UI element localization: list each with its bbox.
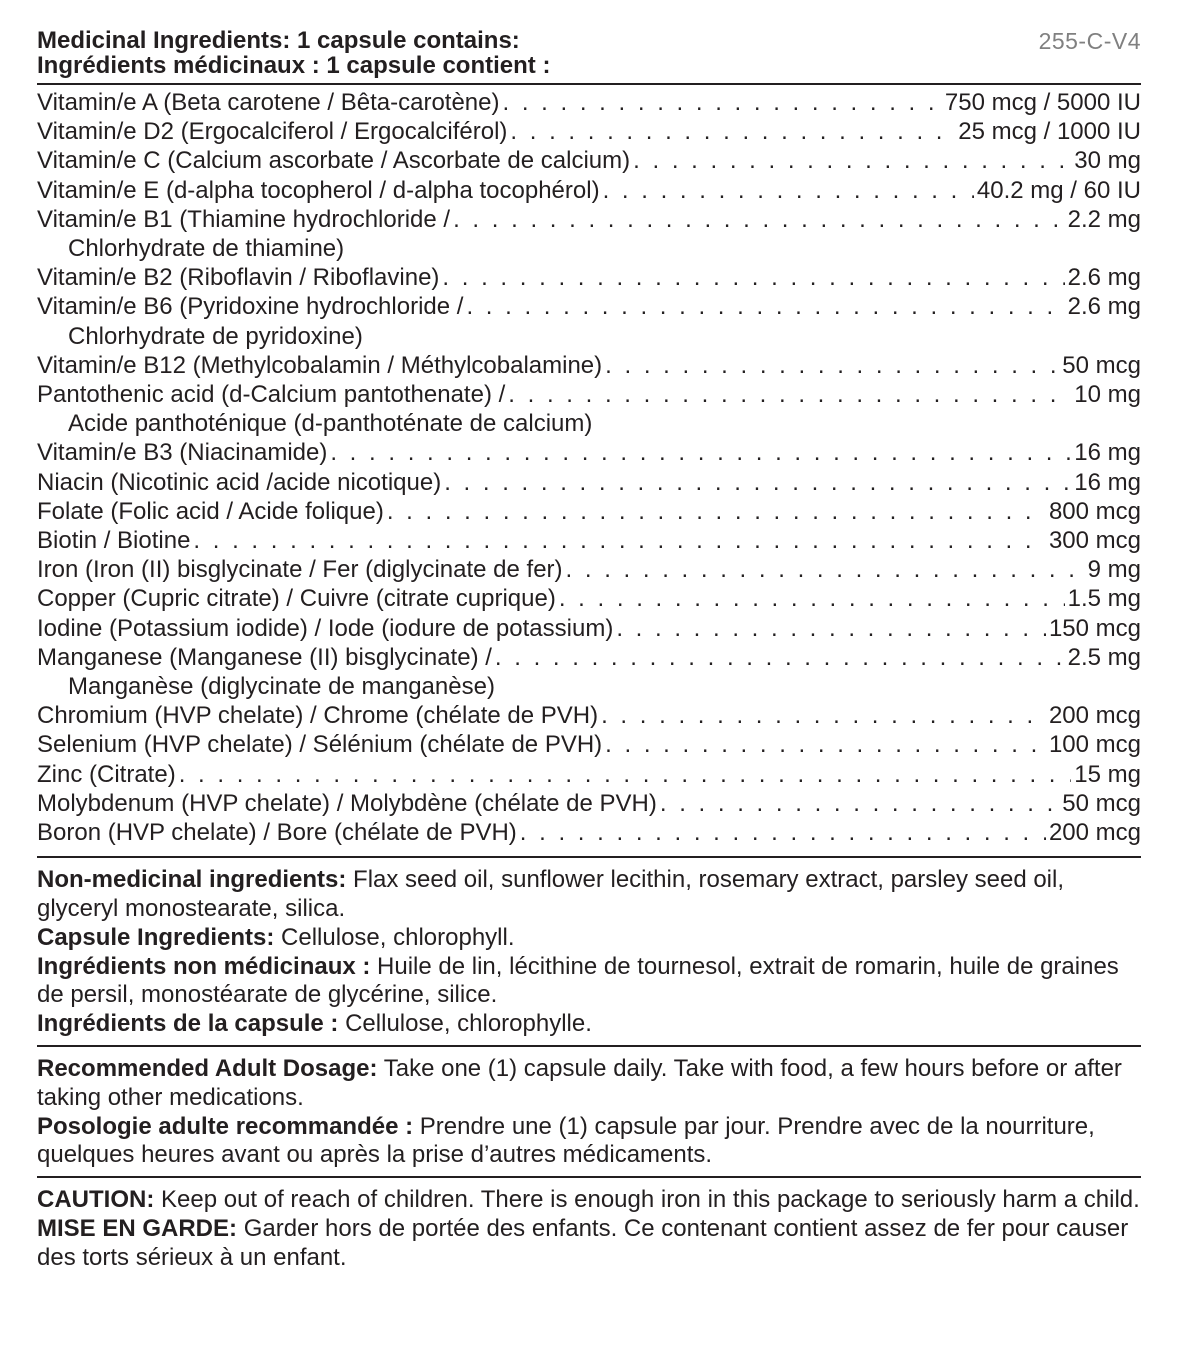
section-label: Posologie adulte recommandée : (37, 1112, 414, 1140)
ingredient-row (37, 555, 1141, 584)
ingredient-list (37, 88, 1141, 847)
ingredient-amount: 2.2 mg (1067, 205, 1141, 233)
dot-leader (660, 789, 1059, 818)
ingredient-row (37, 146, 1141, 175)
dot-leader (466, 292, 1064, 321)
dot-leader (603, 176, 974, 205)
ingredient-name: Copper (Cupric citrate) / Cuivre (citrate cuprique) (37, 585, 556, 613)
dot-leader (453, 205, 1065, 234)
dot-leader (442, 263, 1064, 292)
section-text: Prendre une (1) capsule par jour. Prendre avec de la nourriture, quelques heures avant ou après la prise d’autres médicaments. (37, 1112, 1095, 1169)
ingredient-name: Vitamin/e B6 (Pyridoxine hydrochloride / (37, 293, 464, 321)
ingredient-row (37, 468, 1141, 497)
ingredient-name: Manganese (Manganese (II) bisglycinate) / (37, 643, 492, 671)
ingredient-amount: 300 mcg (1048, 527, 1141, 555)
ingredient-amount: 15 mg (1074, 760, 1141, 788)
label-code: 255-C-V4 (1038, 28, 1141, 54)
ingredient-amount: 50 mcg (1062, 789, 1141, 817)
dosage-fr (37, 1113, 1141, 1171)
ingredient-amount: 100 mcg (1048, 731, 1141, 759)
ingredient-amount: 40.2 mg / 60 IU (976, 176, 1141, 204)
caution-en (37, 1186, 1141, 1215)
section-text: Keep out of reach of children. There is enough iron in this package to seriously harm a child. (161, 1186, 1140, 1214)
caution-fr (37, 1215, 1141, 1273)
dot-leader (330, 438, 1071, 467)
ingredient-row (37, 701, 1141, 730)
ingredient-amount: 10 mg (1074, 381, 1141, 409)
ingredient-row (37, 760, 1141, 789)
section-label: CAUTION: (37, 1186, 155, 1214)
dot-leader (566, 555, 1085, 584)
ingredient-amount: 200 mcg (1048, 819, 1141, 847)
ingredient-amount: 200 mcg (1048, 702, 1141, 730)
ingredient-continuation: Chlorhydrate de thiamine) (68, 235, 345, 263)
ingredient-name: Iron (Iron (II) bisglycinate / Fer (diglycinate de fer) (37, 556, 563, 584)
caution-section (37, 1186, 1141, 1272)
ingredient-continuation: Acide panthoténique (d-panthoténate de calcium) (68, 410, 593, 438)
ingredient-amount: 1.5 mg (1067, 585, 1141, 613)
ingredient-name: Selenium (HVP chelate) / Sélénium (chélate de PVH) (37, 731, 603, 759)
ingredient-row (37, 526, 1141, 555)
ingredient-amount: 2.6 mg (1067, 264, 1141, 292)
ingredient-name: Vitamin/e B1 (Thiamine hydrochloride / (37, 205, 451, 233)
section-label: MISE EN GARDE: (37, 1215, 238, 1243)
ingredient-name: Iodine (Potassium iodide) / Iode (iodure de potassium) (37, 614, 614, 642)
ingredient-row (37, 351, 1141, 380)
dosage-section (37, 1055, 1141, 1170)
ingredient-name: Biotin / Biotine (37, 527, 191, 555)
section-text: Take one (1) capsule daily. Take with food, a few hours before or after taking other medications. (37, 1055, 1122, 1111)
section-text: Flax seed oil, sunflower lecithin, rosemary extract, parsley seed oil, glyceryl monostearate, silica. (37, 866, 1065, 923)
divider (37, 1176, 1141, 1178)
ingredient-row (37, 497, 1141, 526)
ingredient-amount: 9 mg (1087, 556, 1141, 584)
dot-leader (193, 526, 1046, 555)
ingredient-amount: 2.6 mg (1067, 293, 1141, 321)
ingredient-name: Vitamin/e A (Beta carotene / Bêta-carotène) (37, 89, 500, 116)
section-label: Ingrédients non médicinaux : (37, 952, 371, 980)
dot-leader (605, 730, 1046, 759)
medicinal-ingredients-header (37, 28, 1141, 78)
dot-leader (601, 701, 1046, 730)
dot-leader (503, 88, 942, 117)
ingredient-row (37, 789, 1141, 818)
non-medicinal-fr (37, 953, 1141, 1011)
ingredient-amount: 150 mcg (1048, 614, 1141, 642)
ingredient-name: Vitamin/e C (Calcium ascorbate / Ascorbate de calcium) (37, 147, 631, 175)
dot-leader (520, 818, 1046, 847)
ingredient-name: Vitamin/e E (d-alpha tocopherol / d-alpha tocophérol) (37, 176, 600, 204)
section-label: Capsule Ingredients: (37, 923, 275, 951)
ingredient-row (37, 584, 1141, 613)
divider (37, 83, 1141, 85)
ingredient-row (37, 614, 1141, 643)
ingredient-row (37, 263, 1141, 292)
section-text: Garder hors de portée des enfants. Ce contenant contient assez de fer pour causer des torts sérieux à un enfant. (37, 1215, 1129, 1271)
ingredient-amount: 16 mg (1074, 468, 1141, 496)
header-english: Medicinal Ingredients: 1 capsule contains: (37, 27, 520, 54)
ingredient-row (37, 117, 1141, 146)
non-medicinal-section (37, 866, 1141, 1039)
ingredient-name: Molybdenum (HVP chelate) / Molybdène (chélate de PVH) (37, 789, 657, 817)
dot-leader (444, 468, 1071, 497)
section-text: Cellulose, chlorophyll. (281, 923, 515, 951)
capsule-ingredients-fr (37, 1010, 1141, 1039)
ingredient-name: Zinc (Citrate) (37, 760, 176, 788)
dot-leader (508, 380, 1071, 409)
ingredient-row (37, 643, 1141, 672)
ingredient-row (37, 88, 1141, 117)
dot-leader (510, 117, 955, 146)
section-label: Ingrédients de la capsule : (37, 1010, 339, 1038)
ingredient-name: Pantothenic acid (d-Calcium pantothenate) / (37, 381, 506, 409)
dot-leader (616, 614, 1046, 643)
dosage-en (37, 1055, 1141, 1113)
dot-leader (633, 146, 1071, 175)
non-medicinal-en (37, 866, 1141, 924)
ingredient-amount: 30 mg (1074, 147, 1141, 175)
ingredient-name: Boron (HVP chelate) / Bore (chélate de PVH) (37, 819, 517, 847)
dot-leader (387, 497, 1046, 526)
ingredient-name: Vitamin/e D2 (Ergocalciferol / Ergocalciférol) (37, 118, 508, 146)
ingredient-row (37, 205, 1141, 234)
ingredient-continuation: Manganèse (diglycinate de manganèse) (68, 673, 495, 701)
ingredient-name: Vitamin/e B3 (Niacinamide) (37, 439, 328, 467)
ingredient-row (37, 438, 1141, 467)
ingredient-name: Chromium (HVP chelate) / Chrome (chélate de PVH) (37, 702, 599, 730)
ingredient-amount: 750 mcg / 5000 IU (944, 89, 1141, 116)
capsule-ingredients-en (37, 924, 1141, 953)
ingredient-row (37, 818, 1141, 847)
section-text: Cellulose, chlorophylle. (345, 1010, 592, 1038)
ingredient-row (37, 380, 1141, 409)
ingredient-name: Niacin (Nicotinic acid /acide nicotique) (37, 468, 442, 496)
ingredient-amount: 50 mcg (1062, 351, 1141, 379)
ingredient-row (37, 176, 1141, 205)
ingredient-amount: 25 mcg / 1000 IU (958, 118, 1141, 146)
ingredient-amount: 800 mcg (1048, 497, 1141, 525)
divider (37, 1045, 1141, 1047)
ingredient-name: Folate (Folic acid / Acide folique) (37, 497, 384, 525)
ingredient-row (37, 730, 1141, 759)
ingredient-amount: 2.5 mg (1067, 643, 1141, 671)
dot-leader (179, 760, 1072, 789)
ingredient-amount: 16 mg (1074, 439, 1141, 467)
divider (37, 856, 1141, 858)
ingredient-name: Vitamin/e B2 (Riboflavin / Riboflavine) (37, 264, 440, 292)
ingredient-name: Vitamin/e B12 (Methylcobalamin / Méthylcobalamine) (37, 351, 603, 379)
section-label: Recommended Adult Dosage: (37, 1055, 378, 1083)
section-label: Non-medicinal ingredients: (37, 866, 347, 894)
ingredient-row (37, 292, 1141, 321)
supplement-label (37, 28, 1141, 1279)
dot-leader (605, 351, 1059, 380)
section-text: Huile de lin, lécithine de tournesol, extrait de romarin, huile de graines de persil, monostéarate de glycérine, silice. (37, 952, 1119, 1009)
header-french: Ingrédients médicinaux : 1 capsule contient : (37, 52, 551, 79)
dot-leader (495, 643, 1065, 672)
ingredient-continuation: Chlorhydrate de pyridoxine) (68, 322, 363, 350)
dot-leader (559, 584, 1065, 613)
